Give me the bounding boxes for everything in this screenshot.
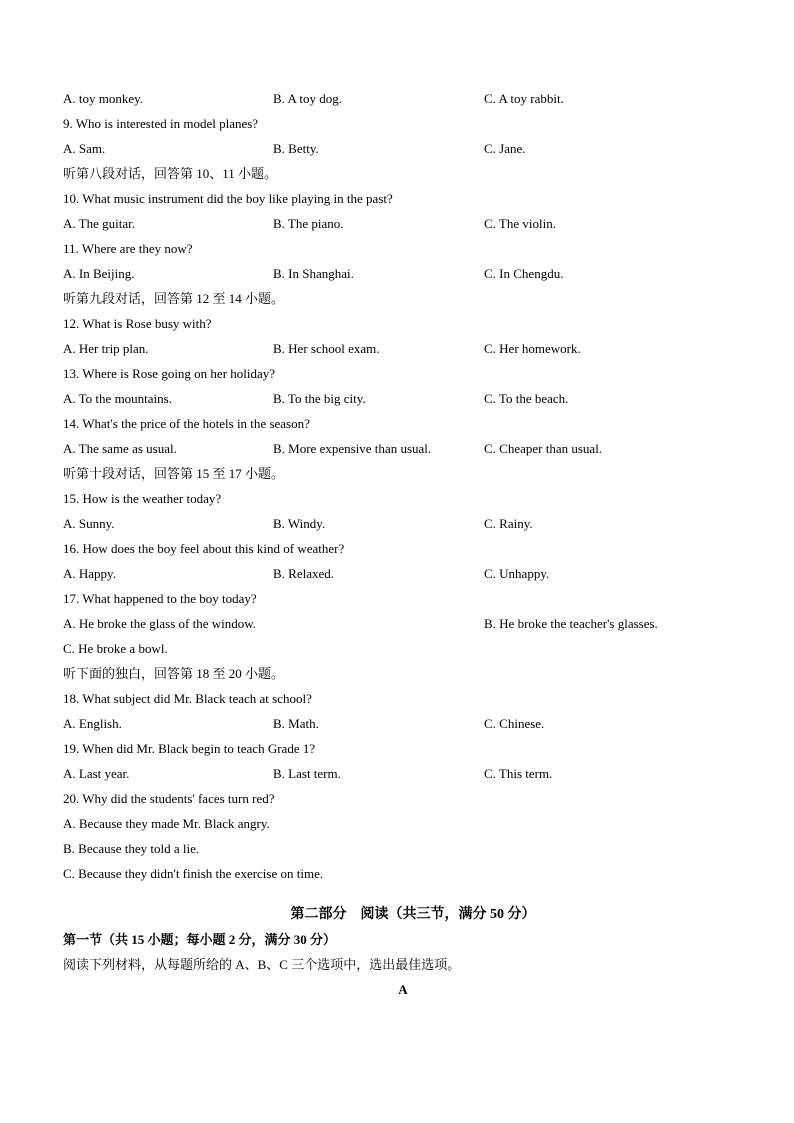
q13-option-b: B. To the big city. [273,391,366,406]
q9-question: 9. Who is interested in model planes? [63,116,259,131]
q16-option-c: C. Unhappy. [484,566,550,581]
q10-option-a: A. The guitar. [63,216,135,231]
section1-instruction: 阅读下列材料，从每题所给的 A、B、C 三个选项中，选出最佳选项。 [63,957,461,972]
q17-option-c: C. He broke a bowl. [63,641,168,656]
q8-option-c: C. A toy rabbit. [484,91,564,106]
q20-question: 20. Why did the students' faces turn red? [63,791,275,806]
q17-question: 17. What happened to the boy today? [63,591,257,606]
q17-option-b: B. He broke the teacher's glasses. [484,616,658,631]
q17-options-row [63,613,743,638]
q16-options [63,563,743,588]
q18-question: 18. What subject did Mr. Black teach at school? [63,691,312,706]
q11-option-c: C. In Chengdu. [484,266,564,281]
q18-options [63,713,743,738]
q11-option-b: B. In Shanghai. [273,266,354,281]
q19-question: 19. When did Mr. Black begin to teach Grade 1? [63,741,316,756]
q14-option-a: A. The same as usual. [63,441,177,456]
q10-question: 10. What music instrument did the boy like playing in the past? [63,191,393,206]
q19-option-a: A. Last year. [63,766,130,781]
q14-options [63,438,743,463]
q14-option-b: B. More expensive than usual. [273,441,432,456]
passage-label: A [398,982,408,997]
q13-options [63,388,743,413]
q15-option-b: B. Windy. [273,516,326,531]
q9-option-a: A. Sam. [63,141,106,156]
q16-option-a: A. Happy. [63,566,116,581]
q18-option-c: C. Chinese. [484,716,545,731]
q19-option-c: C. This term. [484,766,553,781]
q10-option-c: C. The violin. [484,216,556,231]
q9-options [63,138,743,163]
q20-option-a: A. Because they made Mr. Black angry. [63,816,270,831]
section1-title: 第一节（共 15 小题；每小题 2 分，满分 30 分） [63,932,337,947]
q20-option-c: C. Because they didn't finish the exercise on time. [63,866,324,881]
q11-options [63,263,743,288]
q12-question: 12. What is Rose busy with? [63,316,212,331]
q13-option-c: C. To the beach. [484,391,569,406]
q16-question: 16. How does the boy feel about this kind of weather? [63,541,345,556]
q19-options [63,763,743,788]
exam-content [63,88,743,1004]
q19-option-b: B. Last term. [273,766,341,781]
q11-option-a: A. In Beijing. [63,266,135,281]
q12-option-c: C. Her homework. [484,341,581,356]
q18-option-a: A. English. [63,716,122,731]
q13-option-a: A. To the mountains. [63,391,172,406]
q8-option-a: A. toy monkey. [63,91,144,106]
part2-title: 第二部分 阅读（共三节，满分 50 分） [290,907,536,922]
q16-option-b: B. Relaxed. [273,566,335,581]
q11-question: 11. Where are they now? [63,241,193,256]
q18-option-b: B. Math. [273,716,319,731]
q15-option-a: A. Sunny. [63,516,115,531]
instruction-dialogue-9: 听第九段对话，回答第 12 至 14 小题。 [63,291,285,306]
q12-option-a: A. Her trip plan. [63,341,149,356]
q8-option-b: B. A toy dog. [273,91,342,106]
q14-option-c: C. Cheaper than usual. [484,441,603,456]
q12-options [63,338,743,363]
instruction-dialogue-10: 听第十段对话，回答第 15 至 17 小题。 [63,466,285,481]
q9-option-b: B. Betty. [273,141,319,156]
q9-option-c: C. Jane. [484,141,526,156]
instruction-dialogue-8: 听第八段对话，回答第 10、11 小题。 [63,166,278,181]
q15-question: 15. How is the weather today? [63,491,222,506]
q20-option-b: B. Because they told a lie. [63,841,200,856]
q15-option-c: C. Rainy. [484,516,533,531]
q13-question: 13. Where is Rose going on her holiday? [63,366,276,381]
q15-options [63,513,743,538]
q17-option-a: A. He broke the glass of the window. [63,616,257,631]
q10-option-b: B. The piano. [273,216,344,231]
instruction-monologue: 听下面的独白，回答第 18 至 20 小题。 [63,666,285,681]
q12-option-b: B. Her school exam. [273,341,380,356]
q14-question: 14. What's the price of the hotels in the season? [63,416,310,431]
q8-options [63,88,743,113]
q10-options [63,213,743,238]
